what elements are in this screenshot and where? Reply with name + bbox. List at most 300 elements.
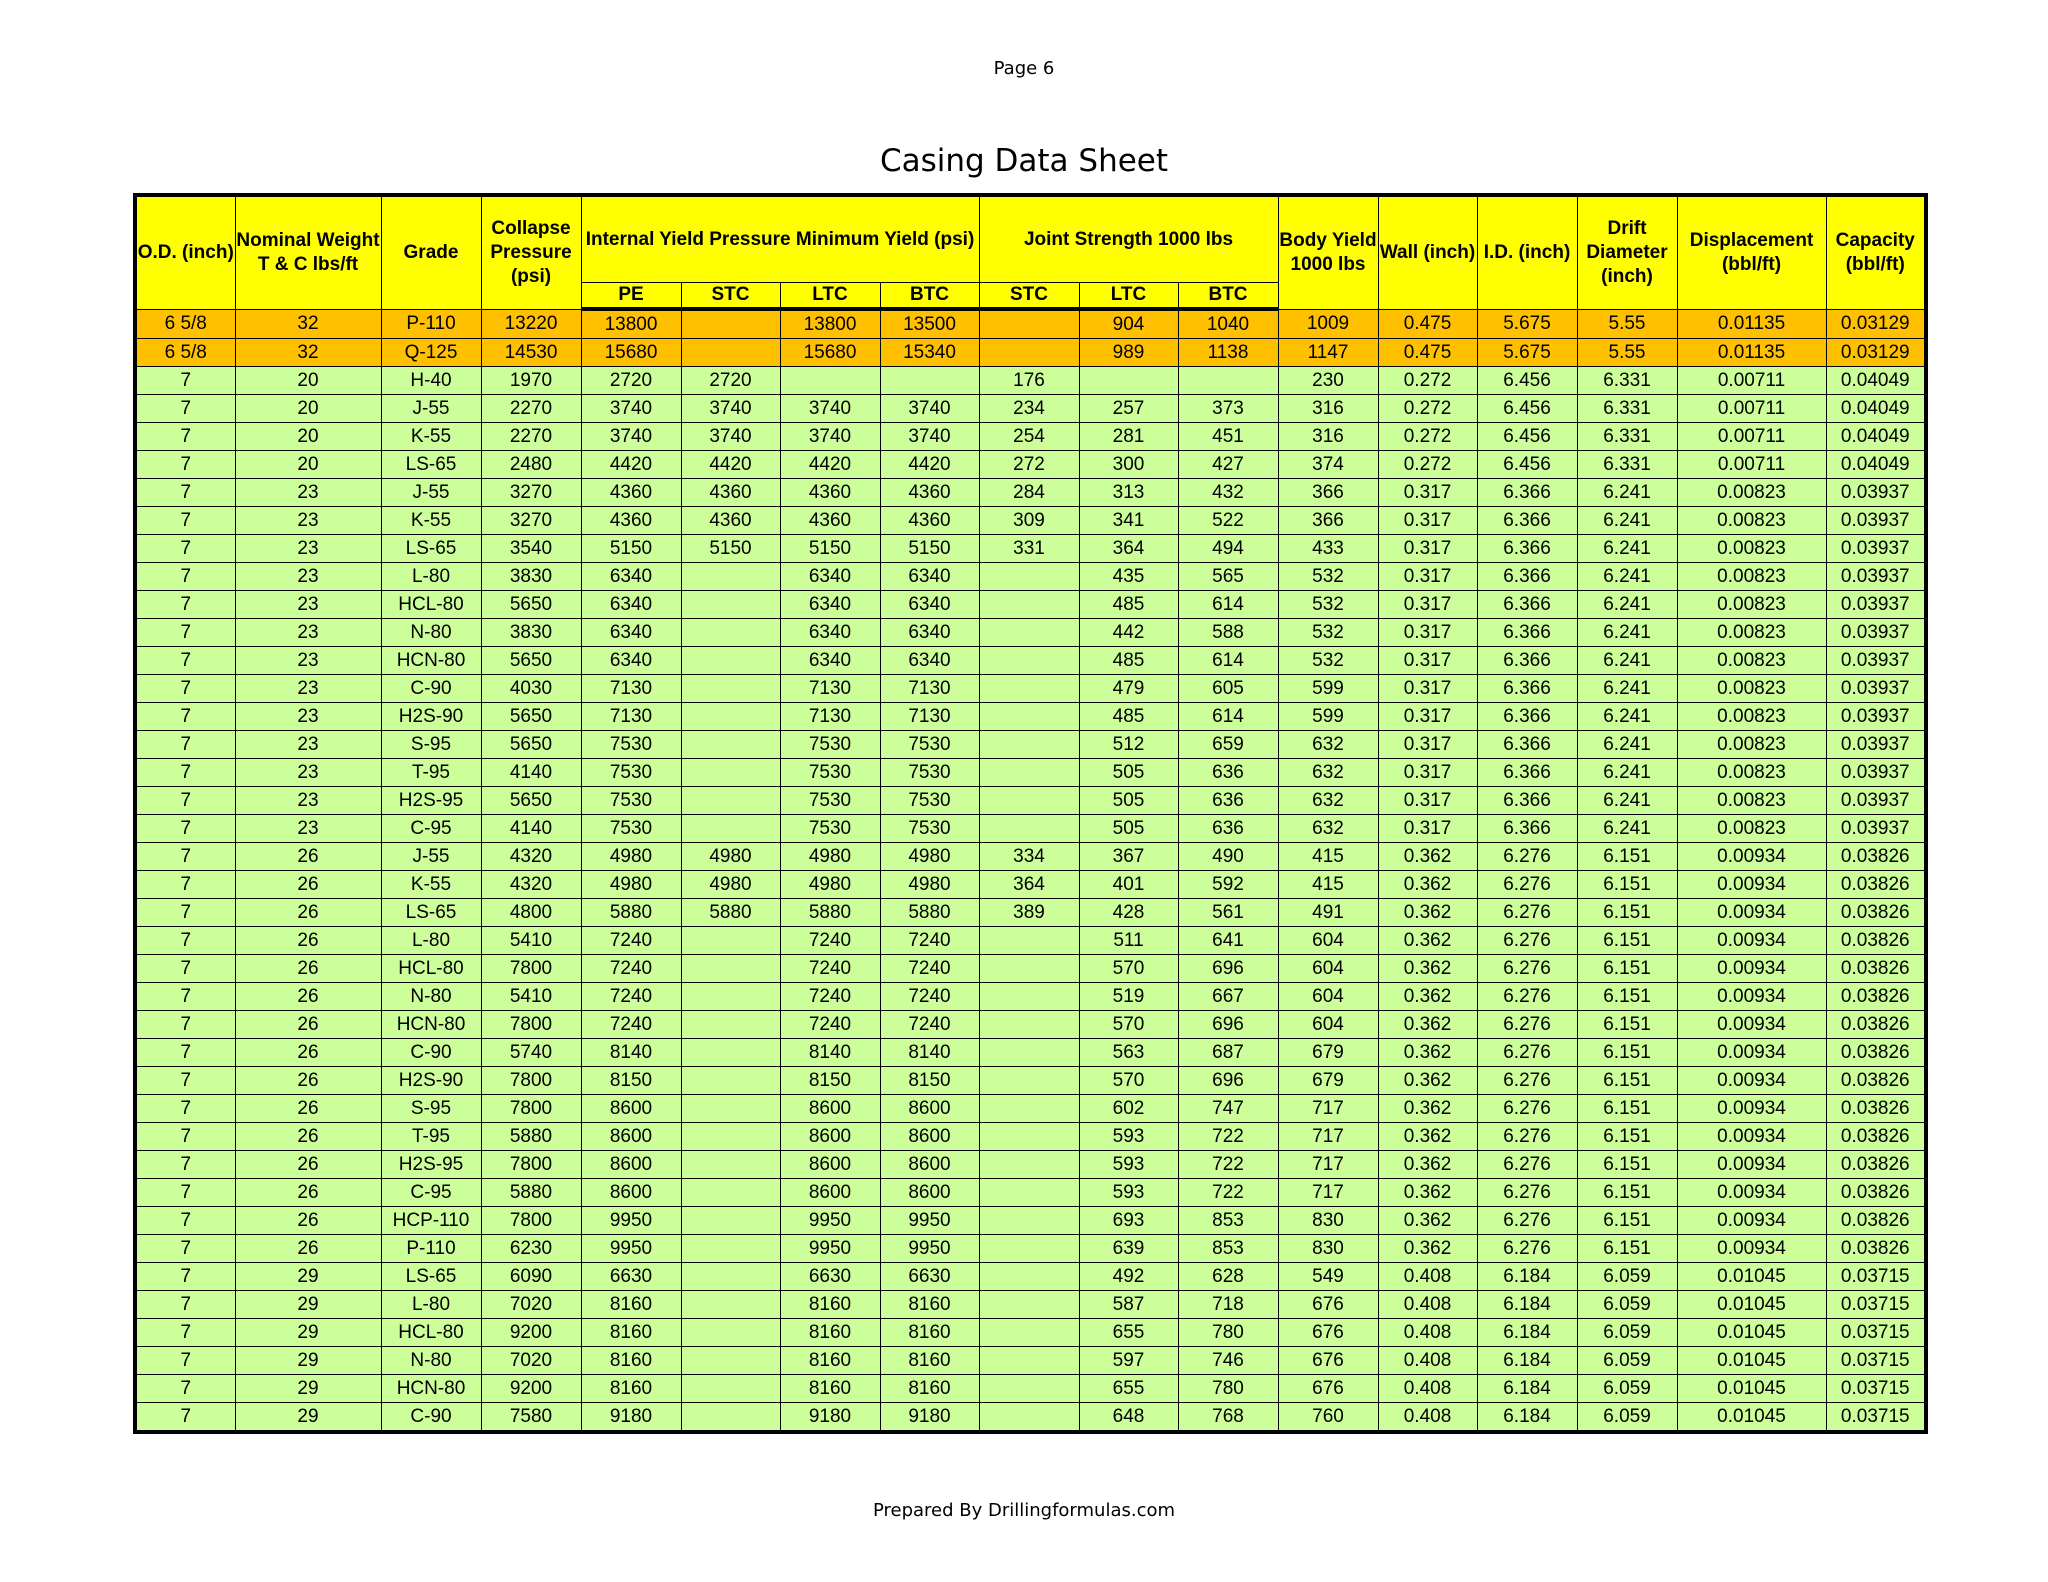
cell-istc	[681, 1375, 780, 1403]
cell-disp: 0.01135	[1677, 309, 1826, 339]
cell-disp: 0.00934	[1677, 1235, 1826, 1263]
cell-istc	[681, 1263, 780, 1291]
cell-pe: 4980	[581, 871, 681, 899]
table-row	[135, 1207, 1926, 1235]
cell-body: 366	[1278, 507, 1378, 535]
cell-iltc: 4980	[780, 871, 880, 899]
cell-cap: 0.03826	[1826, 955, 1926, 983]
cell-wall: 0.362	[1378, 1235, 1477, 1263]
cell-grade: H2S-90	[381, 703, 481, 731]
cell-ibtc: 6340	[880, 591, 979, 619]
cell-grade: K-55	[381, 871, 481, 899]
cell-wt: 23	[235, 731, 381, 759]
table-row	[135, 1403, 1926, 1433]
cell-collapse: 14530	[481, 339, 581, 367]
cell-wt: 32	[235, 309, 381, 339]
cell-grade: C-90	[381, 675, 481, 703]
cell-body: 599	[1278, 675, 1378, 703]
table-row	[135, 1123, 1926, 1151]
cell-disp: 0.00823	[1677, 787, 1826, 815]
cell-ibtc: 8160	[880, 1319, 979, 1347]
cell-iltc: 6340	[780, 647, 880, 675]
cell-drift: 6.059	[1577, 1347, 1677, 1375]
table-row	[135, 871, 1926, 899]
cell-pe: 8150	[581, 1067, 681, 1095]
cell-wall: 0.475	[1378, 339, 1477, 367]
cell-iltc: 8160	[780, 1319, 880, 1347]
cell-wall: 0.317	[1378, 591, 1477, 619]
table-row	[135, 1347, 1926, 1375]
header-displacement: Displacement (bbl/ft)	[1677, 195, 1826, 309]
cell-wall: 0.272	[1378, 367, 1477, 395]
cell-cap: 0.03715	[1826, 1319, 1926, 1347]
cell-body: 717	[1278, 1123, 1378, 1151]
cell-grade: HCN-80	[381, 1375, 481, 1403]
cell-id: 6.276	[1477, 1151, 1577, 1179]
cell-grade: T-95	[381, 759, 481, 787]
cell-wt: 26	[235, 1235, 381, 1263]
table-row	[135, 703, 1926, 731]
cell-body: 604	[1278, 983, 1378, 1011]
cell-jltc: 364	[1079, 535, 1178, 563]
cell-istc	[681, 647, 780, 675]
cell-id: 6.456	[1477, 451, 1577, 479]
cell-od: 7	[135, 1151, 235, 1179]
cell-jltc: 505	[1079, 759, 1178, 787]
cell-body: 676	[1278, 1319, 1378, 1347]
cell-grade: J-55	[381, 479, 481, 507]
cell-od: 7	[135, 1403, 235, 1433]
cell-pe: 7530	[581, 815, 681, 843]
cell-ibtc: 9950	[880, 1235, 979, 1263]
cell-istc: 2720	[681, 367, 780, 395]
cell-istc	[681, 563, 780, 591]
cell-body: 717	[1278, 1151, 1378, 1179]
cell-grade: LS-65	[381, 535, 481, 563]
table-row	[135, 787, 1926, 815]
cell-ibtc: 3740	[880, 423, 979, 451]
cell-drift: 6.151	[1577, 1151, 1677, 1179]
table-row	[135, 1151, 1926, 1179]
cell-body: 830	[1278, 1235, 1378, 1263]
cell-wt: 29	[235, 1319, 381, 1347]
cell-body: 433	[1278, 535, 1378, 563]
cell-disp: 0.00823	[1677, 591, 1826, 619]
cell-jstc	[979, 1403, 1079, 1433]
cell-istc	[681, 955, 780, 983]
cell-ibtc: 5150	[880, 535, 979, 563]
cell-drift: 6.151	[1577, 1123, 1677, 1151]
cell-id: 6.276	[1477, 1179, 1577, 1207]
cell-pe: 3740	[581, 395, 681, 423]
cell-jltc: 904	[1079, 309, 1178, 339]
cell-wall: 0.408	[1378, 1291, 1477, 1319]
cell-ibtc: 4360	[880, 479, 979, 507]
cell-disp: 0.00823	[1677, 703, 1826, 731]
cell-jstc: 389	[979, 899, 1079, 927]
cell-jbtc: 659	[1178, 731, 1278, 759]
cell-wall: 0.317	[1378, 815, 1477, 843]
cell-collapse: 6090	[481, 1263, 581, 1291]
cell-wall: 0.317	[1378, 535, 1477, 563]
cell-pe: 9950	[581, 1235, 681, 1263]
cell-iltc: 13800	[780, 309, 880, 339]
cell-jltc: 505	[1079, 815, 1178, 843]
cell-grade: C-95	[381, 815, 481, 843]
cell-od: 7	[135, 1179, 235, 1207]
cell-istc: 4360	[681, 507, 780, 535]
cell-collapse: 4800	[481, 899, 581, 927]
cell-ibtc: 7130	[880, 703, 979, 731]
cell-iltc: 5150	[780, 535, 880, 563]
footer-credit: Prepared By Drillingformulas.com	[872, 1500, 1176, 1521]
table-row	[135, 815, 1926, 843]
cell-disp: 0.00934	[1677, 843, 1826, 871]
cell-collapse: 5650	[481, 703, 581, 731]
cell-od: 7	[135, 1263, 235, 1291]
cell-wall: 0.362	[1378, 1039, 1477, 1067]
cell-jstc	[979, 619, 1079, 647]
cell-ibtc: 7240	[880, 983, 979, 1011]
cell-disp: 0.00823	[1677, 563, 1826, 591]
table-row	[135, 339, 1926, 367]
header-collapse-pressure: Collapse Pressure (psi)	[481, 195, 581, 309]
cell-disp: 0.00934	[1677, 899, 1826, 927]
cell-pe: 9180	[581, 1403, 681, 1433]
cell-jltc: 257	[1079, 395, 1178, 423]
table-row	[135, 983, 1926, 1011]
cell-ibtc: 8600	[880, 1095, 979, 1123]
cell-ibtc: 9950	[880, 1207, 979, 1235]
cell-id: 6.276	[1477, 955, 1577, 983]
cell-disp: 0.00823	[1677, 535, 1826, 563]
cell-ibtc: 8600	[880, 1123, 979, 1151]
cell-wall: 0.362	[1378, 1179, 1477, 1207]
cell-iltc: 8600	[780, 1151, 880, 1179]
cell-od: 6 5/8	[135, 339, 235, 367]
cell-jstc: 176	[979, 367, 1079, 395]
cell-cap: 0.03937	[1826, 591, 1926, 619]
cell-od: 7	[135, 1039, 235, 1067]
cell-jstc	[979, 1263, 1079, 1291]
cell-jbtc: 1040	[1178, 309, 1278, 339]
cell-collapse: 13220	[481, 309, 581, 339]
header-od: O.D. (inch)	[135, 195, 235, 309]
cell-cap: 0.03826	[1826, 1151, 1926, 1179]
cell-body: 830	[1278, 1207, 1378, 1235]
cell-pe: 7240	[581, 1011, 681, 1039]
cell-cap: 0.03937	[1826, 703, 1926, 731]
table-row	[135, 395, 1926, 423]
cell-id: 6.456	[1477, 367, 1577, 395]
cell-iltc: 4360	[780, 507, 880, 535]
cell-wall: 0.317	[1378, 563, 1477, 591]
cell-jbtc: 628	[1178, 1263, 1278, 1291]
cell-od: 7	[135, 955, 235, 983]
cell-istc: 5150	[681, 535, 780, 563]
cell-wall: 0.408	[1378, 1403, 1477, 1433]
cell-body: 316	[1278, 423, 1378, 451]
cell-grade: H2S-95	[381, 1151, 481, 1179]
cell-id: 6.276	[1477, 1095, 1577, 1123]
cell-collapse: 1970	[481, 367, 581, 395]
cell-wall: 0.362	[1378, 899, 1477, 927]
header-grade: Grade	[381, 195, 481, 309]
cell-jbtc: 722	[1178, 1179, 1278, 1207]
cell-collapse: 4140	[481, 815, 581, 843]
cell-jbtc: 522	[1178, 507, 1278, 535]
cell-cap: 0.03715	[1826, 1375, 1926, 1403]
cell-jltc: 593	[1079, 1151, 1178, 1179]
cell-wt: 26	[235, 899, 381, 927]
cell-istc	[681, 1347, 780, 1375]
cell-iltc: 15680	[780, 339, 880, 367]
cell-disp: 0.00934	[1677, 871, 1826, 899]
cell-disp: 0.01045	[1677, 1319, 1826, 1347]
cell-wt: 26	[235, 927, 381, 955]
cell-disp: 0.00711	[1677, 395, 1826, 423]
cell-id: 6.276	[1477, 1067, 1577, 1095]
cell-jstc	[979, 1291, 1079, 1319]
cell-od: 7	[135, 1291, 235, 1319]
cell-istc	[681, 619, 780, 647]
cell-pe: 2720	[581, 367, 681, 395]
cell-body: 316	[1278, 395, 1378, 423]
table-row	[135, 927, 1926, 955]
cell-od: 7	[135, 899, 235, 927]
cell-jltc: 593	[1079, 1123, 1178, 1151]
cell-jstc	[979, 1319, 1079, 1347]
cell-id: 6.366	[1477, 619, 1577, 647]
cell-jbtc: 588	[1178, 619, 1278, 647]
cell-id: 6.184	[1477, 1403, 1577, 1433]
cell-istc	[681, 1179, 780, 1207]
cell-cap: 0.03826	[1826, 1235, 1926, 1263]
cell-iltc: 4980	[780, 843, 880, 871]
cell-od: 7	[135, 367, 235, 395]
cell-ibtc: 13500	[880, 309, 979, 339]
cell-pe: 4360	[581, 507, 681, 535]
cell-cap: 0.03826	[1826, 1039, 1926, 1067]
cell-ibtc: 6340	[880, 619, 979, 647]
cell-id: 6.276	[1477, 927, 1577, 955]
cell-istc	[681, 731, 780, 759]
cell-jbtc: 373	[1178, 395, 1278, 423]
cell-jstc: 284	[979, 479, 1079, 507]
cell-drift: 6.151	[1577, 1179, 1677, 1207]
cell-pe: 7130	[581, 675, 681, 703]
cell-cap: 0.03937	[1826, 535, 1926, 563]
cell-id: 6.366	[1477, 787, 1577, 815]
cell-wall: 0.272	[1378, 423, 1477, 451]
cell-cap: 0.03937	[1826, 619, 1926, 647]
cell-body: 632	[1278, 787, 1378, 815]
cell-wt: 26	[235, 1067, 381, 1095]
cell-disp: 0.01045	[1677, 1375, 1826, 1403]
document-title: Casing Data Sheet	[879, 143, 1169, 179]
table-row	[135, 451, 1926, 479]
cell-jbtc: 636	[1178, 815, 1278, 843]
cell-jbtc: 780	[1178, 1319, 1278, 1347]
cell-grade: P-110	[381, 309, 481, 339]
cell-istc	[681, 1067, 780, 1095]
cell-id: 6.184	[1477, 1263, 1577, 1291]
cell-jltc: 300	[1079, 451, 1178, 479]
cell-od: 7	[135, 703, 235, 731]
subheader-js-stc: STC	[979, 283, 1079, 310]
cell-ibtc: 8140	[880, 1039, 979, 1067]
cell-istc: 4980	[681, 843, 780, 871]
cell-grade: HCN-80	[381, 647, 481, 675]
cell-grade: C-90	[381, 1039, 481, 1067]
cell-wt: 23	[235, 619, 381, 647]
cell-drift: 6.241	[1577, 703, 1677, 731]
header-drift-diameter: Drift Diameter (inch)	[1577, 195, 1677, 309]
cell-jstc	[979, 1179, 1079, 1207]
cell-ibtc: 15340	[880, 339, 979, 367]
cell-jltc: 485	[1079, 703, 1178, 731]
cell-cap: 0.03937	[1826, 815, 1926, 843]
cell-wt: 20	[235, 451, 381, 479]
cell-wall: 0.408	[1378, 1263, 1477, 1291]
cell-ibtc: 8160	[880, 1347, 979, 1375]
subheader-iy-btc: BTC	[880, 283, 979, 310]
cell-ibtc: 6340	[880, 563, 979, 591]
cell-drift: 6.059	[1577, 1291, 1677, 1319]
cell-jbtc: 696	[1178, 955, 1278, 983]
cell-pe: 8160	[581, 1291, 681, 1319]
cell-jstc: 334	[979, 843, 1079, 871]
cell-cap: 0.03826	[1826, 983, 1926, 1011]
cell-grade: T-95	[381, 1123, 481, 1151]
cell-jbtc: 427	[1178, 451, 1278, 479]
cell-istc	[681, 927, 780, 955]
cell-wall: 0.362	[1378, 983, 1477, 1011]
cell-disp: 0.00934	[1677, 955, 1826, 983]
cell-body: 491	[1278, 899, 1378, 927]
cell-id: 6.366	[1477, 703, 1577, 731]
cell-body: 1009	[1278, 309, 1378, 339]
cell-jstc	[979, 983, 1079, 1011]
cell-od: 7	[135, 619, 235, 647]
cell-grade: J-55	[381, 843, 481, 871]
cell-jbtc: 696	[1178, 1011, 1278, 1039]
cell-jbtc: 592	[1178, 871, 1278, 899]
cell-collapse: 3830	[481, 619, 581, 647]
cell-disp: 0.00823	[1677, 731, 1826, 759]
cell-od: 7	[135, 507, 235, 535]
cell-grade: L-80	[381, 563, 481, 591]
cell-istc	[681, 1095, 780, 1123]
casing-data-table	[133, 193, 1928, 1434]
cell-cap: 0.03937	[1826, 787, 1926, 815]
cell-ibtc: 6630	[880, 1263, 979, 1291]
cell-grade: L-80	[381, 927, 481, 955]
cell-istc	[681, 591, 780, 619]
cell-iltc	[780, 367, 880, 395]
cell-body: 632	[1278, 815, 1378, 843]
cell-id: 6.366	[1477, 731, 1577, 759]
cell-cap: 0.03715	[1826, 1263, 1926, 1291]
cell-istc	[681, 983, 780, 1011]
cell-id: 6.366	[1477, 591, 1577, 619]
table-row	[135, 309, 1926, 339]
cell-cap: 0.04049	[1826, 395, 1926, 423]
cell-id: 6.366	[1477, 759, 1577, 787]
cell-wall: 0.362	[1378, 955, 1477, 983]
header-body-yield: Body Yield 1000 lbs	[1278, 195, 1378, 309]
cell-drift: 6.151	[1577, 1207, 1677, 1235]
cell-istc	[681, 759, 780, 787]
cell-jstc: 331	[979, 535, 1079, 563]
cell-jbtc: 614	[1178, 647, 1278, 675]
cell-jstc	[979, 731, 1079, 759]
cell-body: 679	[1278, 1039, 1378, 1067]
cell-jltc: 570	[1079, 1011, 1178, 1039]
casing-table-body	[135, 309, 1926, 1432]
cell-ibtc: 7530	[880, 787, 979, 815]
cell-jbtc: 494	[1178, 535, 1278, 563]
cell-wall: 0.317	[1378, 507, 1477, 535]
cell-disp: 0.00934	[1677, 1151, 1826, 1179]
cell-body: 717	[1278, 1095, 1378, 1123]
cell-od: 7	[135, 983, 235, 1011]
cell-ibtc: 8160	[880, 1375, 979, 1403]
cell-collapse: 3270	[481, 507, 581, 535]
cell-drift: 6.151	[1577, 1067, 1677, 1095]
cell-grade: LS-65	[381, 451, 481, 479]
cell-jbtc: 667	[1178, 983, 1278, 1011]
cell-ibtc: 9180	[880, 1403, 979, 1433]
cell-ibtc: 4980	[880, 843, 979, 871]
cell-jbtc: 565	[1178, 563, 1278, 591]
cell-wall: 0.317	[1378, 647, 1477, 675]
cell-drift: 6.151	[1577, 1235, 1677, 1263]
cell-iltc: 8600	[780, 1123, 880, 1151]
cell-iltc: 5880	[780, 899, 880, 927]
table-row	[135, 955, 1926, 983]
cell-wt: 23	[235, 563, 381, 591]
cell-istc	[681, 675, 780, 703]
cell-collapse: 4030	[481, 675, 581, 703]
cell-body: 532	[1278, 647, 1378, 675]
cell-disp: 0.00934	[1677, 1095, 1826, 1123]
cell-iltc: 8600	[780, 1179, 880, 1207]
table-row	[135, 1319, 1926, 1347]
cell-disp: 0.00823	[1677, 479, 1826, 507]
cell-pe: 4980	[581, 843, 681, 871]
cell-id: 6.276	[1477, 899, 1577, 927]
subheader-iy-stc: STC	[681, 283, 780, 310]
cell-istc	[681, 815, 780, 843]
cell-wt: 26	[235, 1179, 381, 1207]
cell-pe: 7530	[581, 787, 681, 815]
cell-body: 676	[1278, 1291, 1378, 1319]
table-row	[135, 535, 1926, 563]
cell-jstc	[979, 927, 1079, 955]
cell-wt: 23	[235, 815, 381, 843]
cell-jltc: 570	[1079, 1067, 1178, 1095]
cell-jbtc: 718	[1178, 1291, 1278, 1319]
cell-grade: P-110	[381, 1235, 481, 1263]
cell-drift: 6.331	[1577, 367, 1677, 395]
cell-ibtc: 8150	[880, 1067, 979, 1095]
cell-jltc: 639	[1079, 1235, 1178, 1263]
cell-collapse: 6230	[481, 1235, 581, 1263]
cell-disp: 0.00934	[1677, 1179, 1826, 1207]
cell-body: 1147	[1278, 339, 1378, 367]
cell-body: 676	[1278, 1347, 1378, 1375]
